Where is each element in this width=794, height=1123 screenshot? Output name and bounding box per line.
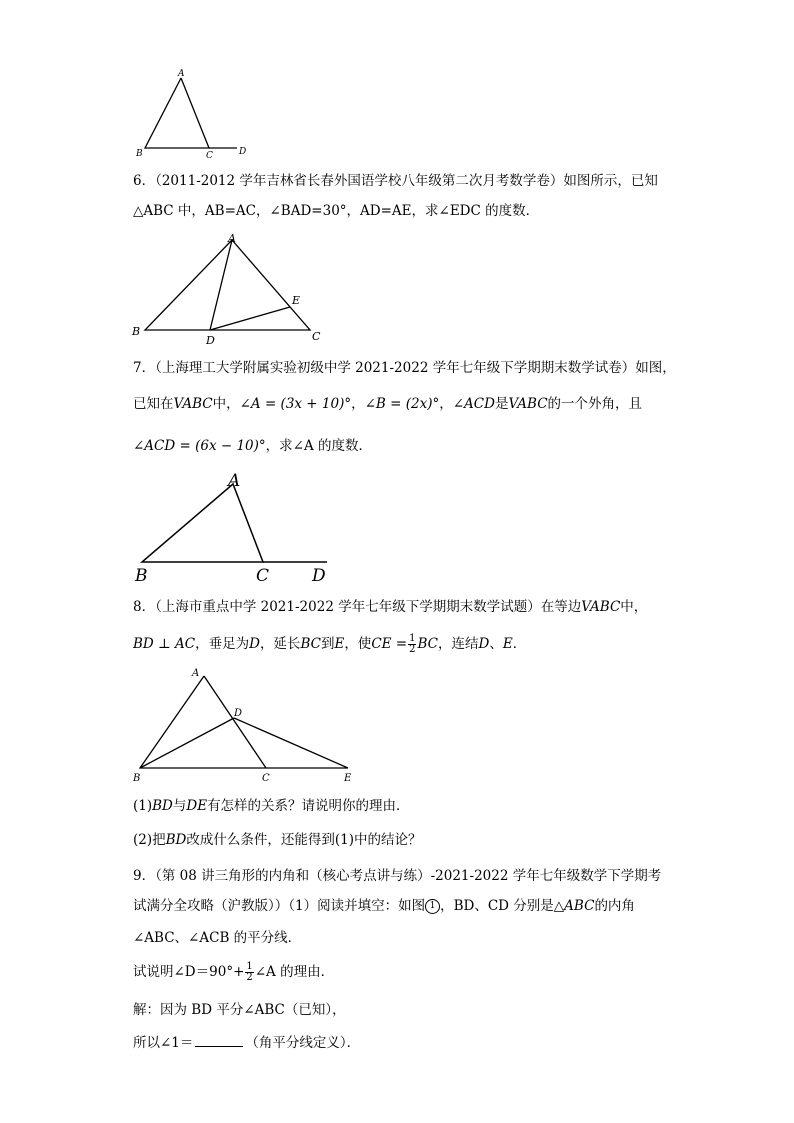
figure-q6-triangle: [130, 232, 325, 347]
q6-line2: △ABC 中，AB=AC，∠BAD=30°，AD=AE，求∠EDC 的度数．: [133, 203, 540, 219]
label-C: C: [206, 151, 213, 161]
label-A: A: [228, 471, 241, 491]
label-A: A: [228, 232, 236, 245]
q7-line1: 7．（上海理工大学附属实验初级中学 2021-2022 学年七年级下学期期末数学试卷）如图，: [133, 360, 676, 376]
label-D: D: [206, 334, 215, 347]
label-B: B: [132, 325, 141, 338]
q7-line2: 已知在VABC中，∠A = (3x + 10)°，∠B = (2x)°，∠ACD是VABC的一个外角，且: [133, 396, 643, 412]
fraction-one-half: $\frac{1}{2}$: [409, 633, 416, 655]
q9-line6: 所以∠1＝ （角平分线定义）．: [133, 1035, 361, 1051]
q6-line1: 6．（2011-2012 学年吉林省长春外国语学校八年级第二次月考数学卷）如图所示，已知: [133, 173, 658, 189]
label-C: C: [256, 566, 270, 586]
figure-q7-triangle: [130, 468, 340, 588]
q8-line2: BD ⊥ AC，垂足为D，延长BC到E，使CE = $\frac{1}{2}$ BC，连结D、E．: [133, 633, 527, 655]
label-A: A: [192, 668, 200, 679]
q8-line1: 8．（上海市重点中学 2021-2022 学年七年级下学期期末数学试题）在等边VABC中，: [133, 599, 648, 615]
label-D: D: [312, 566, 326, 586]
label-E: E: [344, 773, 352, 784]
label-B: B: [135, 566, 148, 586]
label-E: E: [292, 294, 301, 307]
answer-blank[interactable]: [195, 1034, 243, 1047]
figure-q5-triangle: [133, 70, 253, 160]
circled-number: 1: [425, 899, 440, 914]
q8-sub1: (1)BD与DE有怎样的关系？请说明你的理由．: [133, 798, 410, 814]
label-C: C: [312, 330, 321, 343]
label-B: B: [133, 773, 141, 784]
label-A: A: [178, 69, 185, 79]
q9-line4: 试说明∠D＝90°+ $\frac{1}{2}$ ∠A 的理由．: [133, 961, 335, 983]
label-B: B: [136, 149, 143, 159]
label-C: C: [262, 773, 270, 784]
q7-line3: ∠ACD = (6x − 10)°，求∠A 的度数．: [133, 438, 373, 454]
fraction-one-half: $\frac{1}{2}$: [246, 961, 253, 983]
label-D: D: [239, 147, 247, 157]
label-D: D: [234, 708, 243, 719]
q9-line3: ∠ABC、∠ACB 的平分线．: [133, 930, 302, 946]
q8-sub2: (2)把BD改成什么条件，还能得到(1)中的结论？: [133, 832, 422, 848]
q9-line1: 9．（第 08 讲三角形的内角和（核心考点讲与练）-2021-2022 学年七年级数学下学期考: [133, 868, 662, 884]
figure-q8-triangle: [130, 664, 360, 784]
q9-line2: 试满分全攻略（沪教版））（1）阅读并填空：如图 1 ，BD、CD 分别是△ABC的内角: [133, 898, 635, 914]
q9-line5: 解：因为 BD 平分∠ABC（已知），: [133, 1002, 346, 1018]
